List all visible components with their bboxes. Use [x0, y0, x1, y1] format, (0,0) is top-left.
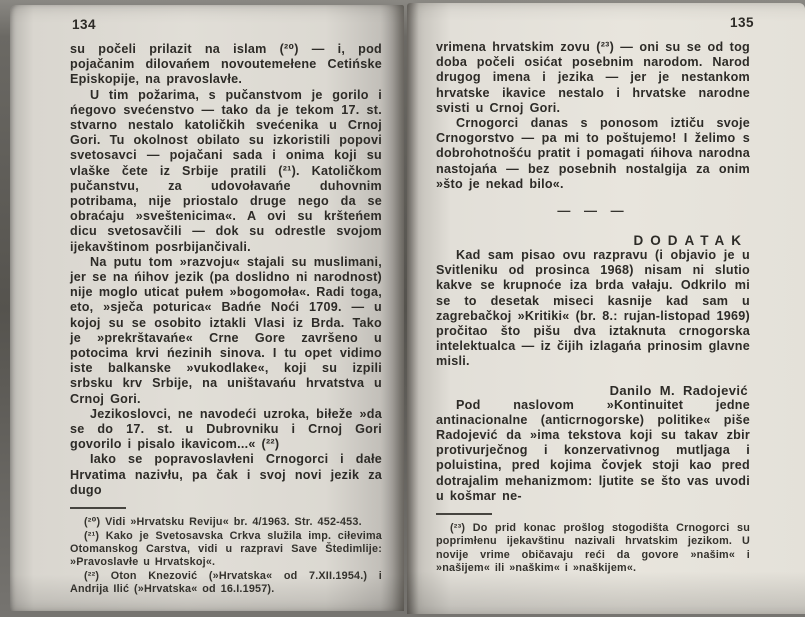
footnote-separator-rule — [436, 513, 492, 515]
footnote: (²²) Oton Knezović (»Hrvatska« od 7.XII.1954.) i Andrija Ilić (»Hrvatska« od 16.I.1957). — [70, 569, 382, 596]
footnote-separator-rule — [70, 507, 126, 509]
footnote: (²⁰) Vidi »Hrvatsku Reviju« br. 4/1963. Str. 452-453. — [84, 516, 362, 529]
body-paragraph: Kad sam pisao ovu razpravu (i objavio je u Svitleniku od prosinca 1968) nisam ni slutio kakve se krupnoće iza brda vałaju. Odkrilo mi se to desetak miseci kasnije kad sam u zagrebačkoj »Kritiki« (br. 8.: rujan-listopad 1969) pročitao što pišu dva iztaknuta crnogorska intelektualca — iz čijih izlagańa prinosim glavne misli. — [436, 248, 750, 369]
body-paragraph: vrimena hrvatskim zovu (²³) — oni su se od tog doba počeli osićat posebnim narodom. Narod drugog imena i jezika — jer je nestankom hrvatske ikavice nestalo i hrvatske narodne svisti u Crnoj Gori. — [436, 40, 750, 115]
section-heading: DODATAK — [633, 233, 748, 249]
body-paragraph: Crnogorci danas s ponosom iztiču svoje Crnogorstvo — pa mi to poštujemo! I želimo s dobrohotnošću pratit i pomagati ńihova narodna nastojańa — bez posebnih nostalgija za onim »što je nekad bilo«. — [436, 116, 750, 191]
page-left — [10, 5, 404, 611]
body-paragraph: Jezikoslovci, ne navodeći uzroka, biłeže »da se do 17. st. u Dubrovniku i Crnoj Gori govorilo i pisalo ikavicom...« (²²) — [70, 406, 382, 452]
body-paragraph: su počeli prilazit na islam (²⁰) — i, pod pojačanim dilovańem novoutemełene Cetińske Episkopije, na pravoslavłe. — [70, 42, 382, 87]
page-number-right: 135 — [730, 15, 755, 30]
body-paragraph: U tim požarima, s pučanstvom je gorilo i ńegovo svećenstvo — tako da je tekom 17. st. stvarno nestalo katoličkih svećenika u Crnoj Gori. Tu okolnost obilato su izkoristili popovi svetosavci — pojačani sada i onima koji su vlaške čete iz Srbije pratili (²¹). Katoličkom pučanstvu, za udovołavańe duhovnim potribama, nije priostalo druge nego da se obraćaju »sveštenicima«. A ovi su kršteńem dicu svetosavčili — dok su odrestle svojom ijekavštinom posrbijančivali. — [70, 87, 382, 254]
body-paragraph: Na putu tom »razvoju« stajali su muslimani, jer se na ńihov jezik (pa doslidno ni narodnost) nije moglo uticat pułem »bogomoła«. Radi toga, eto, »sječa poturica« Badńe Noći 1709. — u kojoj su se osobito iztakli Vlasi iz Brda. Tako je »prekrštavańe« Crne Gore završeno u potocima krvi ńezinih sinova. I tu opet vidimo iste balkanske »vukodlake«, koji su izpili srbsku krv Srbije, na uništavańu hrvatstva u Crnoj Gori. — [70, 254, 382, 406]
left-text-column — [70, 42, 382, 597]
page-right — [407, 3, 805, 614]
author-byline: Danilo M. Radojević — [609, 382, 748, 398]
body-paragraph: Iako se popravoslavłeni Crnogorci i dałe Hrvatima nazivłu, pa čak i svoj novi jezik za dugo — [70, 452, 382, 497]
body-paragraph: Pod naslovom »Kontinuitet jedne antinacionalne (anticrnogorske) politike« piše Radojević da »ima tekstova koji su takav zbir protivurječnog i konzervativnog mutljaga i poluistina, pred kojima čovjek stoji kao pred dotrajalim mehanizmom: ljutite se što vas uvodi u košmar ne- — [436, 397, 750, 503]
right-text-column — [436, 40, 750, 576]
section-separator-dashes: — — — — [557, 203, 629, 219]
page-number-left: 134 — [72, 17, 97, 32]
footnote: (²³) Do prid konac prošlog stogodišta Crnogorci su poprimłenu ijekavštinu nazivali hrvatskim jezikom. U novije vrime običavaju reći da govore »našim« i »našijem« ili »naškim« i »naškijem«. — [436, 522, 750, 575]
footnote: (²¹) Kako je Svetosavska Crkva služila imp. ciłevima Otomanskog Carstva, vidi u razpravi Save Štedimlije: »Pravoslavłe u Hrvatskoj«. — [70, 529, 382, 569]
